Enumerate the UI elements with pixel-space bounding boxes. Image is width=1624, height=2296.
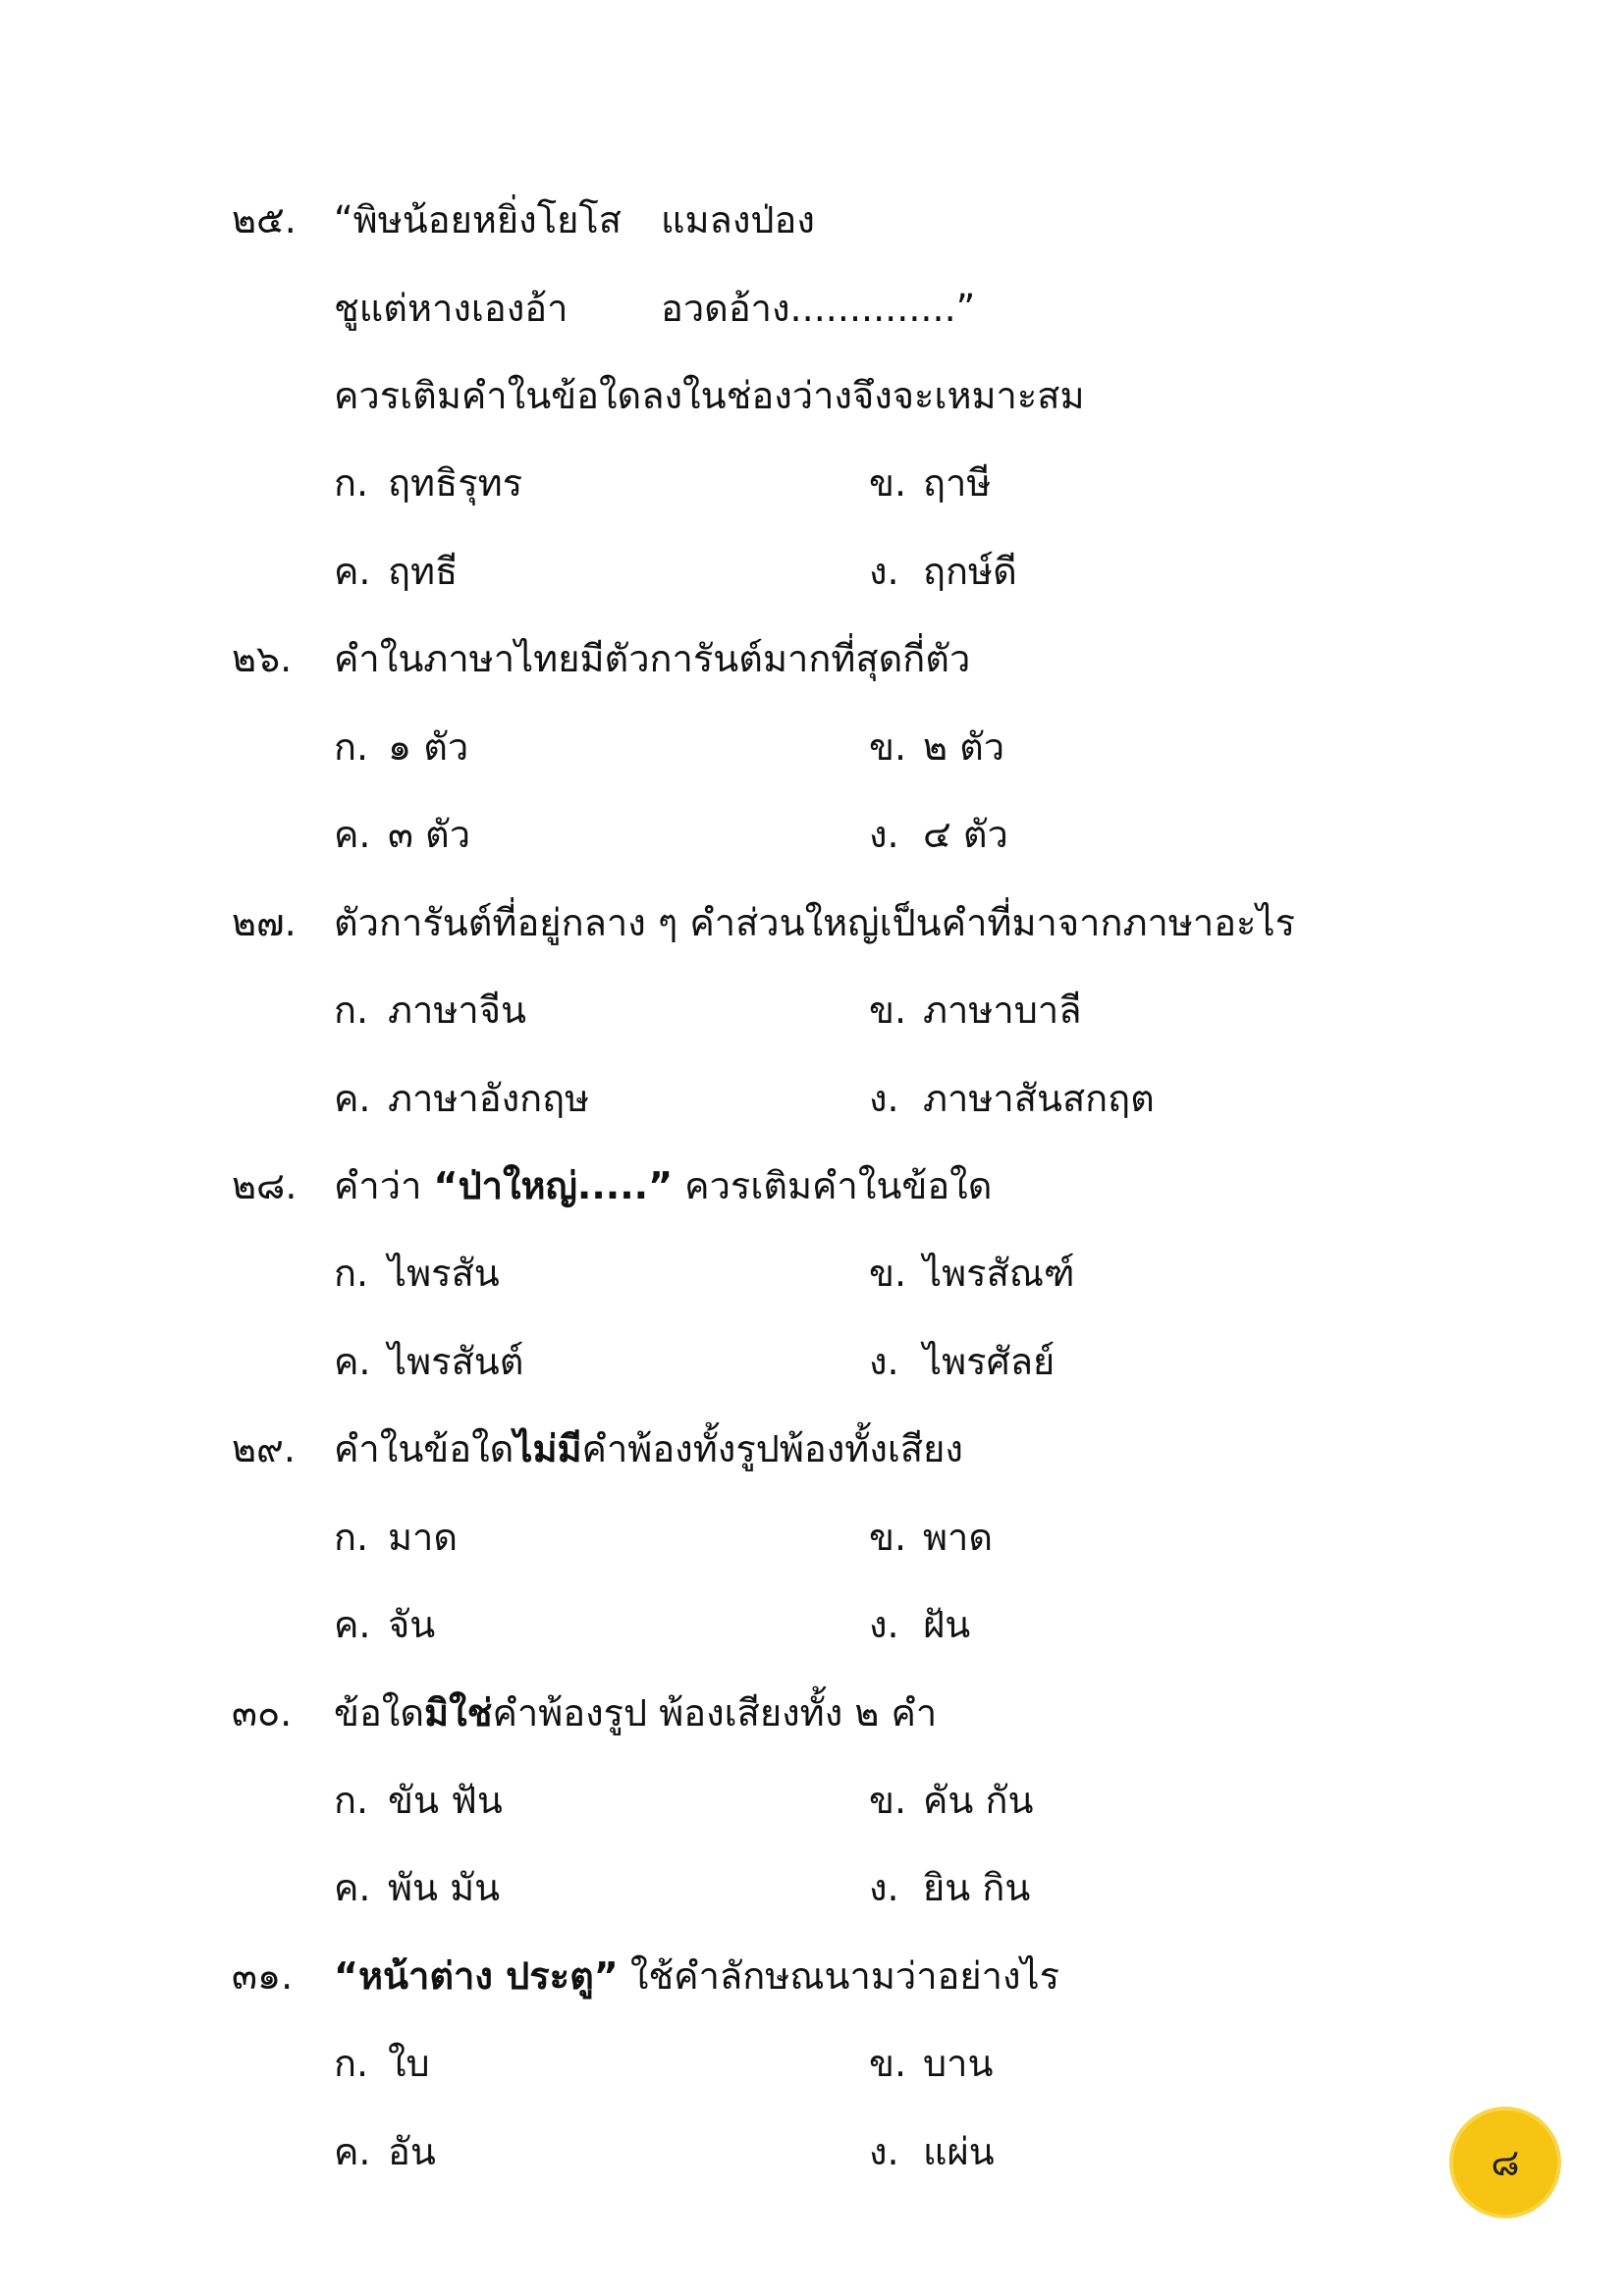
- option-a[interactable]: ก. มาด: [334, 1516, 459, 1559]
- question-number: ๓๐.: [232, 1691, 293, 1735]
- option-a[interactable]: ก. ๑ ตัว: [334, 725, 469, 769]
- option-a[interactable]: ก. ขัน ฟัน: [334, 1779, 503, 1822]
- option-c[interactable]: ค. พัน มัน: [334, 1866, 501, 1909]
- option-c[interactable]: ค. ฤทธี: [334, 550, 459, 593]
- stem-right: อวดอ้าง..............”: [661, 287, 976, 330]
- option-c[interactable]: ค. จัน: [334, 1603, 436, 1646]
- option-d[interactable]: ง. แผ่น: [869, 2130, 995, 2173]
- option-b[interactable]: ข. ไพรสัณฑ์: [869, 1252, 1075, 1295]
- exam-page: ๒๕. “พิษน้อยหยิ่งโยโส แมลงป่อง ชูแต่หางเองอ้า อวดอ้าง..............” ควรเติมคำในข้อใดลงในช่องว่างจึงจะเหมาะสม ก. ฤทธิรุทร ข. ฤาษี ค. ฤทธี ง. ฤกษ์ดี ๒๖. คำในภาษาไทยมีตัวการันต์มากที่สุดกี่ตัว ก. ๑ ตัว ข. ๒ ตัว ค. ๓ ตัว ง. ๔ ตัว ๒๗. ตัวการันต์ที่อยู่กลาง ๆ คำส่วนใหญ่เป็นคำที่มาจากภาษาอะไร ก. ภาษาจีน ข. ภาษาบาลี ค. ภาษาอังกฤษ ง. ภาษาสันสกฤต ๒๘. คำว่า “ป่าใหญ่.....” ควรเติมคำในข้อใด ก. ไพรสัน ข. ไพรสัณฑ์ ค. ไพรสันต์ ง. ไพรศัลย์ ๒๙. คำในข้อใดไม่มีคำพ้องทั้งรูปพ้องทั้งเสียง ก. มาด ข. พาด ค. จัน ง. ฝัน ๓๐. ข้อใดมิใช่คำพ้องรูป พ้องเสียงทั้ง ๒ คำ ก. ขัน ฟัน ข. คัน กัน ค. พัน มัน ง. ยิน กิน ๓๑. “หน้าต่าง ประตู” ใช้คำลักษณนามว่าอย่างไร ก. ใบ ข. บาน ค. อัน ง. แผ่น ๘: [0, 0, 1624, 2296]
- option-b[interactable]: ข. คัน กัน: [869, 1779, 1034, 1822]
- option-b[interactable]: ข. บาน: [869, 2042, 994, 2085]
- page-number: ๘: [1490, 2141, 1520, 2184]
- option-c[interactable]: ค. ไพรสันต์: [334, 1340, 524, 1383]
- stem-right: แมลงป่อง: [661, 198, 815, 241]
- emphasis: มิใช่: [424, 1691, 493, 1735]
- option-d[interactable]: ง. ฤกษ์ดี: [869, 550, 1017, 593]
- question-number: ๒๘.: [232, 1164, 298, 1207]
- question-number: ๒๗.: [232, 901, 297, 944]
- option-a[interactable]: ก. ไพรสัน: [334, 1252, 500, 1295]
- option-a[interactable]: ก. ใบ: [334, 2042, 430, 2085]
- emphasis: ไม่มี: [514, 1427, 582, 1470]
- emphasis: “ป่าใหญ่.....”: [433, 1164, 674, 1207]
- option-c[interactable]: ค. ๓ ตัว: [334, 813, 471, 856]
- option-d[interactable]: ง. ยิน กิน: [869, 1866, 1031, 1909]
- page-number-badge: [1453, 2110, 1557, 2215]
- option-b[interactable]: ข. พาด: [869, 1516, 994, 1559]
- option-d[interactable]: ง. ๔ ตัว: [869, 813, 1008, 856]
- question-number: ๓๑.: [232, 1954, 294, 1998]
- option-d[interactable]: ง. ฝัน: [869, 1603, 971, 1646]
- stem-left: “พิษน้อยหยิ่งโยโส: [334, 198, 622, 241]
- option-c[interactable]: ค. อัน: [334, 2130, 436, 2173]
- option-b[interactable]: ข. ฤาษี: [869, 461, 992, 505]
- option-a[interactable]: ก. ฤทธิรุทร: [334, 461, 523, 505]
- option-b[interactable]: ข. ภาษาบาลี: [869, 988, 1082, 1032]
- stem-left: ชูแต่หางเองอ้า: [334, 287, 568, 330]
- option-d[interactable]: ง. ไพรศัลย์: [869, 1340, 1056, 1383]
- option-d[interactable]: ง. ภาษาสันสกฤต: [869, 1077, 1155, 1120]
- emphasis: “หน้าต่าง ประตู”: [334, 1954, 619, 1998]
- option-b[interactable]: ข. ๒ ตัว: [869, 725, 1005, 769]
- question-number: ๒๕.: [232, 198, 297, 241]
- option-a[interactable]: ก. ภาษาจีน: [334, 988, 527, 1032]
- question-number: ๒๖.: [232, 637, 293, 680]
- question-number: ๒๙.: [232, 1427, 296, 1470]
- option-c[interactable]: ค. ภาษาอังกฤษ: [334, 1077, 590, 1120]
